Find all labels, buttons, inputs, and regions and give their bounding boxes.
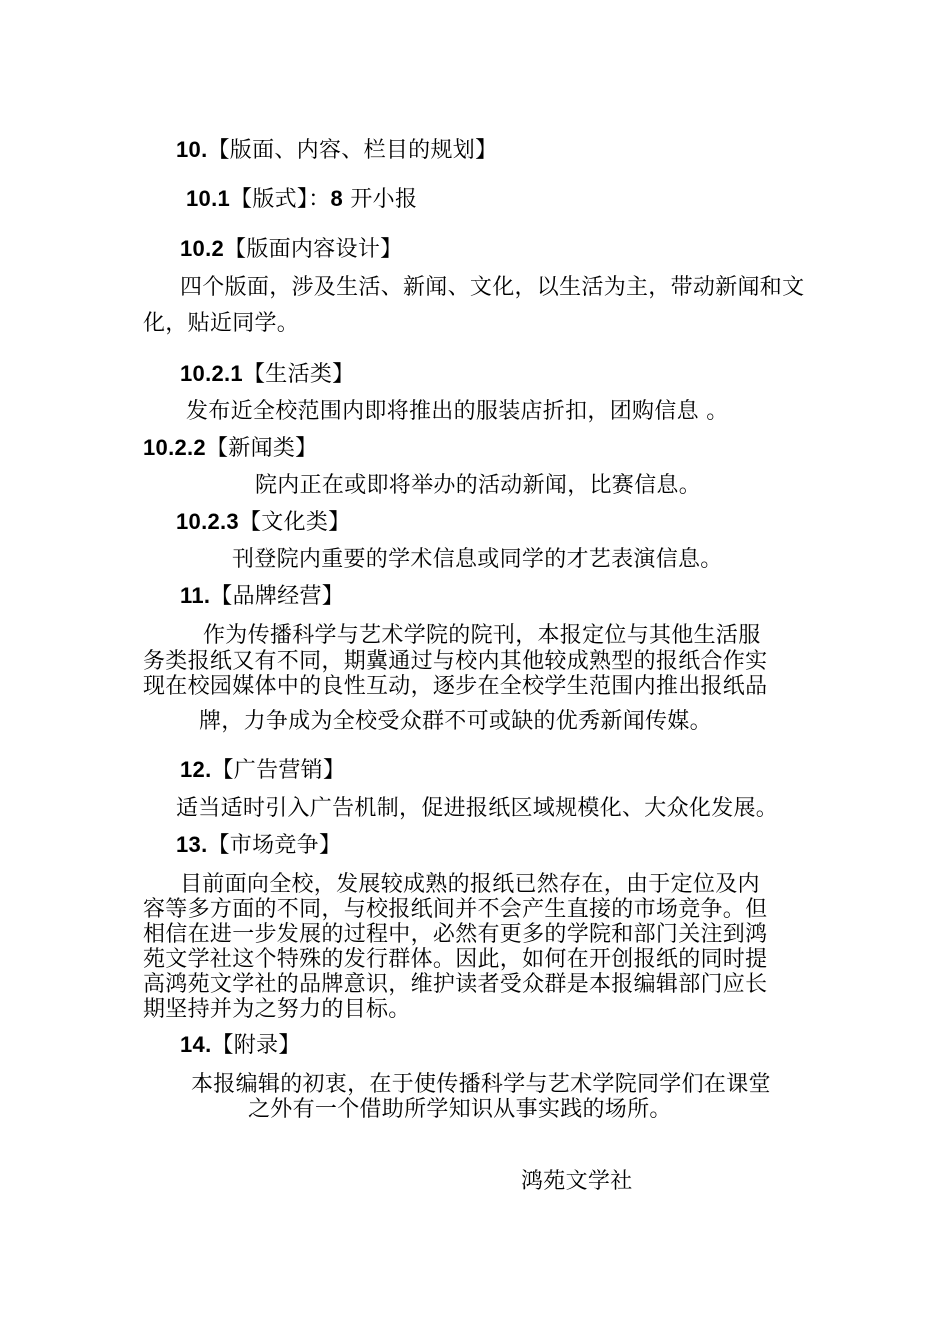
heading-title: 【品牌经营】 bbox=[210, 584, 345, 609]
heading-number: 10. bbox=[176, 137, 208, 162]
heading-title-suffix: 开小报 bbox=[343, 187, 418, 212]
heading-number: 14. bbox=[180, 1032, 212, 1057]
heading-number: 13. bbox=[176, 832, 208, 857]
heading-14 bbox=[180, 1033, 301, 1058]
heading-10-2-3 bbox=[176, 510, 350, 535]
paragraph-line: 化，贴近同学。 bbox=[143, 311, 300, 336]
heading-13 bbox=[176, 833, 341, 858]
heading-number: 10.2.3 bbox=[176, 509, 239, 534]
paragraph-line: 牌，力争成为全校受众群不可或缺的优秀新闻传媒。 bbox=[199, 709, 712, 734]
heading-title: 【文化类】 bbox=[238, 510, 351, 535]
paragraph-line: 刊登院内重要的学术信息或同学的才艺表演信息。 bbox=[232, 547, 723, 572]
heading-10-2-2 bbox=[143, 436, 317, 461]
paragraph-line: 作为传播科学与艺术学院的院刊，本报定位与其他生活服 bbox=[203, 623, 761, 648]
paragraph-line: 容等多方面的不同，与校报纸间并不会产生直接的市场竞争。但 bbox=[143, 897, 768, 922]
heading-number: 10.1 bbox=[186, 186, 231, 211]
paragraph-line: 本报编辑的初衷，在于使传播科学与艺术学院同学们在课堂 bbox=[191, 1072, 771, 1097]
paragraph-line: 高鸿苑文学社的品牌意识，维护读者受众群是本报编辑部门应长 bbox=[143, 972, 768, 997]
paragraph-line: 之外有一个借助所学知识从事实践的场所。 bbox=[248, 1097, 672, 1122]
heading-title: 【附录】 bbox=[211, 1033, 301, 1058]
heading-title: 【广告营销】 bbox=[211, 758, 346, 783]
paragraph-line: 务类报纸又有不同，期冀通过与校内其他较成熟型的报纸合作实 bbox=[143, 649, 768, 674]
heading-title: 【市场竞争】 bbox=[207, 833, 342, 858]
heading-title: 【版面、内容、栏目的规划】 bbox=[207, 138, 498, 163]
paragraph-line: 期坚持并为之努力的目标。 bbox=[143, 997, 411, 1022]
heading-11 bbox=[180, 584, 344, 609]
heading-10-1 bbox=[186, 187, 417, 212]
signature: 鸿苑文学社 bbox=[521, 1169, 633, 1194]
paragraph-line: 现在校园媒体中的良性互动，逐步在全校学生范围内推出报纸品 bbox=[143, 674, 768, 699]
heading-number: 11. bbox=[180, 583, 211, 608]
heading-title: 【新闻类】 bbox=[205, 436, 318, 461]
heading-title: 【生活类】 bbox=[242, 362, 355, 387]
heading-12 bbox=[180, 758, 345, 783]
heading-10-2 bbox=[180, 237, 402, 262]
paragraph-line: 目前面向全校，发展较成熟的报纸已然存在，由于定位及内 bbox=[180, 872, 760, 897]
heading-number-inline: 8 bbox=[330, 186, 344, 211]
heading-number: 10.2 bbox=[180, 236, 225, 261]
paragraph-line: 四个版面，涉及生活、新闻、文化，以生活为主，带动新闻和文 bbox=[180, 275, 805, 300]
paragraph-line: 发布近全校范围内即将推出的服装店折扣，团购信息 。 bbox=[186, 399, 729, 424]
heading-10 bbox=[176, 138, 497, 163]
paragraph-line: 院内正在或即将举办的活动新闻，比赛信息。 bbox=[255, 473, 702, 498]
heading-number: 12. bbox=[180, 757, 212, 782]
paragraph-line: 适当适时引入广告机制，促进报纸区域规模化、大众化发展。 bbox=[176, 796, 779, 821]
heading-number: 10.2.2 bbox=[143, 435, 206, 460]
paragraph-line: 苑文学社这个特殊的发行群体。因此，如何在开创报纸的同时提 bbox=[143, 947, 768, 972]
heading-number: 10.2.1 bbox=[180, 361, 243, 386]
heading-title: 【版面内容设计】 bbox=[224, 237, 403, 262]
heading-10-2-1 bbox=[180, 362, 354, 387]
paragraph-line: 相信在进一步发展的过程中，必然有更多的学院和部门关注到鸿 bbox=[143, 922, 768, 947]
heading-title: 【版式】： bbox=[230, 187, 331, 212]
